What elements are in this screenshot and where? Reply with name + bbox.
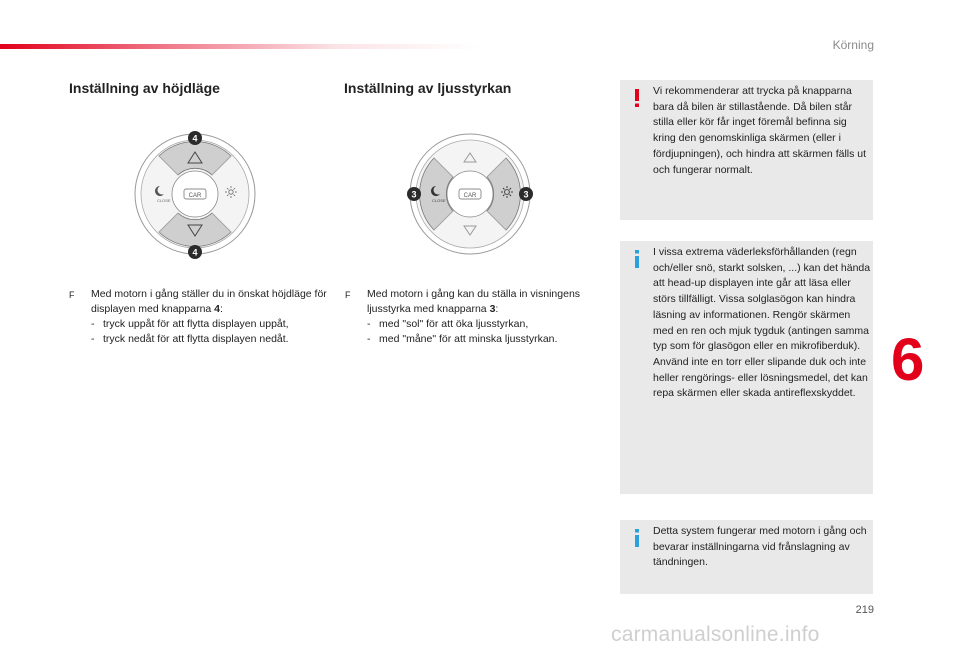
height-instructions <box>69 287 339 347</box>
center-label: CAR <box>188 193 202 199</box>
brightness-instructions <box>345 287 605 347</box>
close-label: CLOSE <box>157 198 171 203</box>
note-text: I vissa extrema väderleksförhållanden (regn och/eller snö, starkt solsken, ...) kan det hända att head-up displayen inte går att läsa eller störs tillfälligt. Vissa solglasögon kan hindra läsning av informationen. Rengör skärmen med en ren och mjuk tygduk (antingen samma typ som för glasögon eller en mikrofiberduk). Använd inte en torr eller slipande duk och inte heller rengörings- eller lösningsmedel, det kan repa skärmen eller skada antireflexskyddet. <box>653 246 871 400</box>
info-icon <box>630 249 644 269</box>
list-item: - med "sol" för att öka ljusstyrkan, <box>367 318 529 330</box>
chapter-title: Körning <box>832 38 874 52</box>
header-accent-bar <box>0 44 480 49</box>
info-note <box>620 520 873 594</box>
instruction-text: Med motorn i gång kan du ställa in visningens ljusstyrka med knapparna 3: <box>367 288 581 315</box>
brightness-section-title: Inställning av ljusstyrkan <box>344 80 512 96</box>
bullet-marker: F <box>345 290 351 300</box>
info-note <box>620 241 873 494</box>
height-section-title: Inställning av höjdläge <box>69 80 220 96</box>
callout-number: 3 <box>411 189 417 200</box>
list-item: - med "måne" för att minska ljusstyrkan. <box>367 333 558 345</box>
callout-number: 4 <box>192 247 198 258</box>
page-number: 219 <box>855 604 874 616</box>
center-label: CAR <box>463 193 477 199</box>
note-text: Vi rekommenderar att trycka på knapparna bara då bilen är stillastående. Då bilen står stilla eller kör får inget föremål befinna sig kring den genomskinliga skärmen (eller i fördjupningen), och hindra att skärmen fälls ut och fungerar normalt. <box>653 85 867 176</box>
brightness-control-diagram <box>405 131 535 257</box>
height-control-diagram <box>132 128 258 260</box>
instruction-text: Med motorn i gång ställer du in önskat höjdläge för displayen med knapparna 4: <box>91 288 327 315</box>
info-icon <box>630 528 644 548</box>
list-item: - tryck nedåt för att flytta displayen nedåt. <box>91 333 289 345</box>
chapter-number: 6 <box>891 326 925 393</box>
callout-number: 4 <box>192 133 198 144</box>
bullet-marker: F <box>69 290 75 300</box>
warning-icon <box>630 88 644 108</box>
warning-note <box>620 80 873 220</box>
callout-number: 3 <box>523 189 529 200</box>
close-label: CLOSE <box>432 198 446 203</box>
list-item: - tryck uppåt för att flytta displayen uppåt, <box>91 318 289 330</box>
watermark: carmanualsonline.info <box>611 623 820 646</box>
note-text: Detta system fungerar med motorn i gång och bevarar inställningarna vid frånslagning av tändningen. <box>653 525 867 569</box>
